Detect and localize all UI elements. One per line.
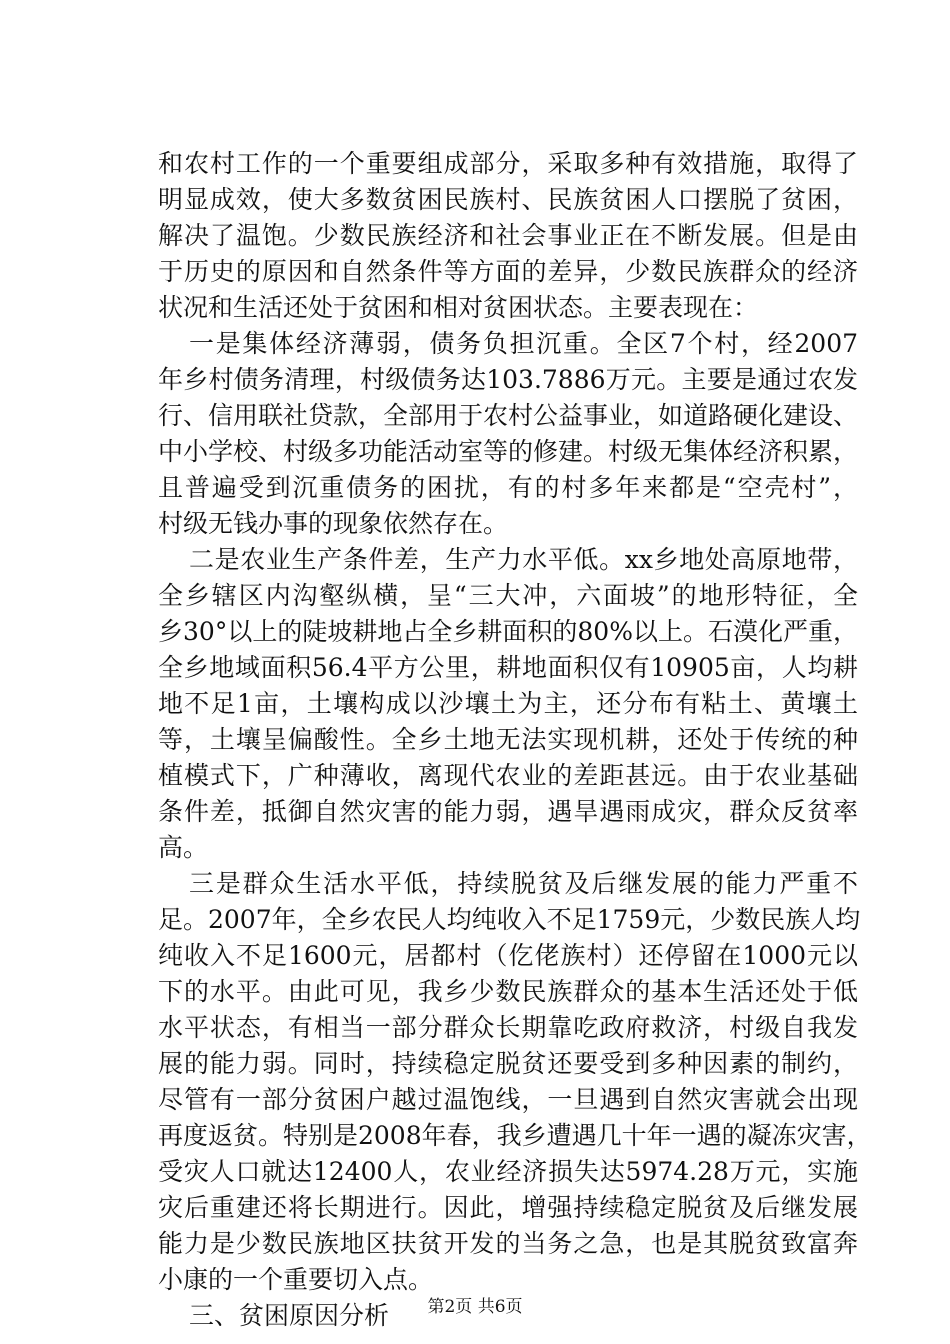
text-line: 于历史的原因和自然条件等方面的差异，少数民族群众的经济 — [158, 257, 858, 286]
text-line: 等，土壤呈偏酸性。全乡土地无法实现机耕，还处于传统的种 — [158, 725, 858, 754]
text-line: 行、信用联社贷款，全部用于农村公益事业，如道路硬化建设、 — [158, 401, 859, 430]
text-line: 灾后重建还将长期进行。因此，增强持续稳定脱贫及后继发展 — [158, 1193, 858, 1222]
text-line: 植模式下，广种薄收，离现代农业的差距甚远。由于农业基础 — [158, 761, 858, 790]
text-line: 全乡地域面积56.4平方公里，耕地面积仅有10905亩，人均耕 — [158, 653, 858, 682]
text-line: 全乡辖区内沟壑纵横，呈“三大冲，六面坡”的地形特征，全 — [158, 581, 858, 610]
text-line: 和农村工作的一个重要组成部分，采取多种有效措施，取得了 — [158, 149, 858, 178]
text-line: 能力是少数民族地区扶贫开发的当务之急，也是其脱贫致富奔 — [158, 1229, 858, 1258]
text-line: 受灾人口就达12400人，农业经济损失达5974.28万元，实施 — [158, 1157, 858, 1186]
text-line: 地不足1亩，土壤构成以沙壤土为主，还分布有粘土、黄壤土 — [158, 689, 858, 718]
text-line: 二是农业生产条件差，生产力水平低。xx乡地处高原地带， — [189, 545, 858, 574]
text-line: 状况和生活还处于贫困和相对贫困状态。主要表现在： — [158, 293, 759, 322]
text-line: 且普遍受到沉重债务的困扰，有的村多年来都是“空壳村”， — [158, 473, 858, 502]
text-line: 一是集体经济薄弱，债务负担沉重。全区7个村，经2007 — [189, 329, 858, 358]
text-line: 小康的一个重要切入点。 — [158, 1265, 434, 1294]
text-line: 足。2007年，全乡农民人均纯收入不足1759元，少数民族人均 — [158, 905, 861, 934]
text-line: 再度返贫。特别是2008年春，我乡遭遇几十年一遇的凝冻灾害， — [158, 1121, 872, 1150]
text-line: 年乡村债务清理，村级债务达103.7886万元。主要是通过农发 — [158, 365, 858, 394]
section-heading: 三、贫困原因分析 — [189, 1301, 390, 1330]
text-line: 乡30°以上的陡坡耕地占全乡耕面积的80%以上。石漠化严重， — [158, 617, 858, 646]
text-line: 展的能力弱。同时，持续稳定脱贫还要受到多种因素的制约， — [158, 1049, 858, 1078]
text-line: 三是群众生活水平低，持续脱贫及后继发展的能力严重不 — [189, 869, 858, 898]
text-line: 解决了温饱。少数民族经济和社会事业正在不断发展。但是由 — [158, 221, 858, 250]
text-line: 明显成效，使大多数贫困民族村、民族贫困人口摆脱了贫困， — [158, 185, 858, 214]
text-line: 水平状态，有相当一部分群众长期靠吃政府救济，村级自我发 — [158, 1013, 858, 1042]
text-line: 高。 — [158, 833, 209, 862]
text-line: 村级无钱办事的现象依然存在。 — [158, 509, 509, 538]
text-line: 尽管有一部分贫困户越过温饱线，一旦遇到自然灾害就会出现 — [158, 1085, 858, 1114]
page-number-footer: 第2页 共6页 — [427, 1297, 523, 1317]
text-line: 下的水平。由此可见，我乡少数民族群众的基本生活还处于低 — [158, 977, 858, 1006]
text-line: 纯收入不足1600元，居都村（仡佬族村）还停留在1000元以 — [158, 941, 858, 970]
text-line: 条件差，抵御自然灾害的能力弱，遇旱遇雨成灾，群众反贫率 — [158, 797, 858, 826]
text-line: 中小学校、村级多功能活动室等的修建。村级无集体经济积累， — [158, 437, 859, 466]
